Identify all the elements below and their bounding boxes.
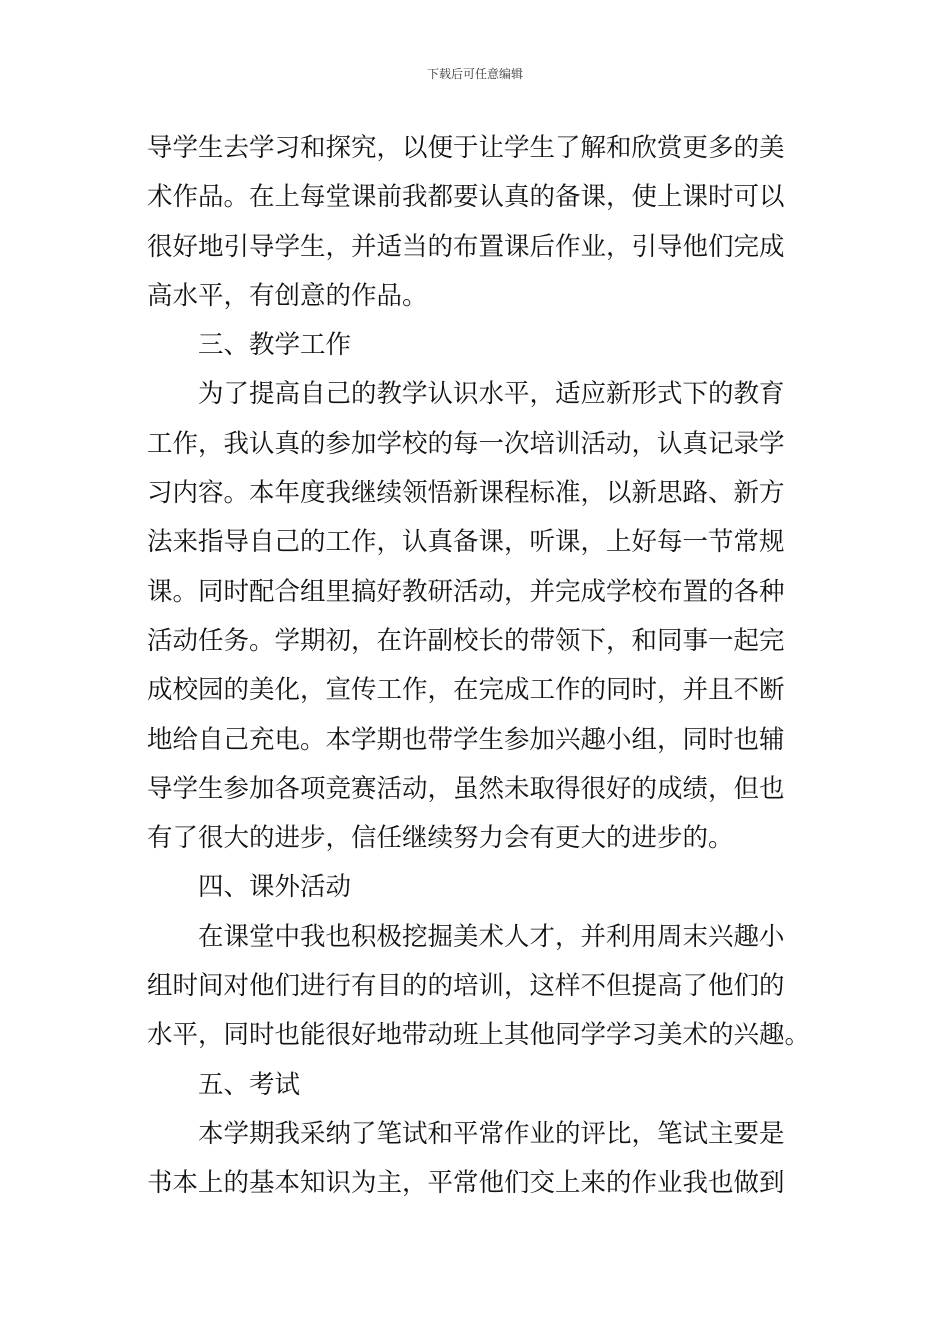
document-body [147,124,811,1209]
text-line: 导学生去学习和探究，以便于让学生了解和欣赏更多的美 [147,133,785,163]
text-line: 很好地引导学生，并适当的布置课后作业，引导他们完成 [147,231,785,262]
text-line: 课。同时配合组里搞好教研活动，并完成学校布置的各种 [147,576,785,607]
text-line: 水平，同时也能很好地带动班上其他同学学习美术的兴趣。 [147,1020,811,1051]
text-line: 成校园的美化，宣传工作，在完成工作的同时，并且不断 [147,675,785,706]
text-line: 书本上的基本知识为主，平常他们交上来的作业我也做到 [147,1168,785,1199]
text-line: 有了很大的进步，信任继续努力会有更大的进步的。 [147,823,734,854]
text-line: 习内容。本年度我继续领悟新课程标准，以新思路、新方 [147,478,785,509]
text-line: 地给自己充电。本学期也带学生参加兴趣小组，同时也辅 [147,724,785,755]
text-line: 四、课外活动 [198,872,352,903]
text-line: 三、教学工作 [198,330,352,361]
text-line: 五、考试 [198,1069,301,1100]
text-line: 在课堂中我也积极挖掘美术人才，并利用周末兴趣小 [198,921,785,952]
text-line: 为了提高自己的教学认识水平，适应新形式下的教育 [198,379,785,410]
text-line: 导学生参加各项竞赛活动，虽然未取得很好的成绩，但也 [147,773,785,804]
page-header: 下载后可任意编辑 [426,67,523,81]
text-line: 术作品。在上每堂课前我都要认真的备课，使上课时可以 [147,182,785,213]
text-line: 本学期我采纳了笔试和平常作业的评比，笔试主要是 [198,1118,785,1149]
text-line: 活动任务。学期初，在许副校长的带领下，和同事一起完 [147,625,785,656]
text-line: 组时间对他们进行有目的的培训，这样不但提高了他们的 [147,971,785,1002]
text-line: 法来指导自己的工作，认真备课，听课，上好每一节常规 [147,527,785,558]
text-line: 工作，我认真的参加学校的每一次培训活动，认真记录学 [147,428,785,459]
text-line: 高水平，有创意的作品。 [147,280,428,311]
